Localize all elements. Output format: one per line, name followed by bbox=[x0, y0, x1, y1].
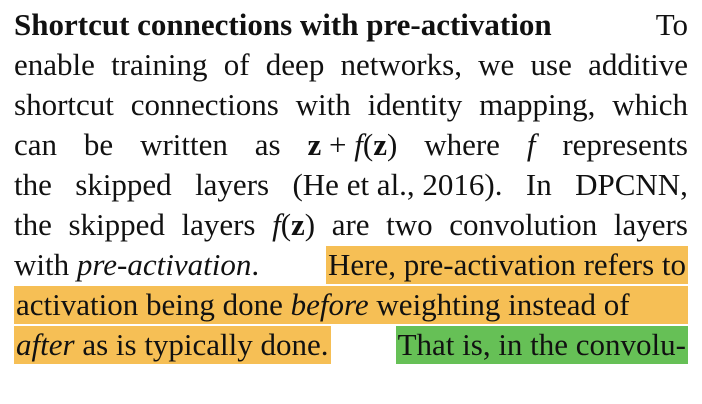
word: connections bbox=[130, 87, 279, 122]
math-expression-fz bbox=[272, 206, 315, 244]
word: skipped bbox=[75, 167, 172, 202]
math-f: f bbox=[272, 207, 281, 242]
word: layers bbox=[181, 207, 256, 242]
text-line-2 bbox=[14, 46, 688, 84]
text-line-6 bbox=[14, 206, 688, 244]
math-expression-z-plus-fz bbox=[308, 126, 398, 164]
word: are bbox=[331, 207, 370, 242]
italic-term: after bbox=[16, 327, 75, 362]
word: To bbox=[655, 7, 688, 42]
text-line-1 bbox=[14, 6, 688, 44]
citation: (He et al., 2016). bbox=[292, 167, 503, 202]
math-rparen: ) bbox=[304, 207, 316, 242]
text-line-3 bbox=[14, 86, 688, 124]
word: networks, bbox=[340, 47, 462, 82]
word: of bbox=[223, 47, 250, 82]
word: training bbox=[111, 47, 208, 82]
highlight-orange bbox=[14, 326, 331, 364]
highlight-green: That is, in the convolu- bbox=[397, 327, 686, 362]
math-f: f bbox=[526, 127, 536, 162]
word: represents bbox=[562, 127, 688, 162]
word: which bbox=[612, 87, 688, 122]
text-line-5 bbox=[14, 166, 688, 204]
word: In bbox=[525, 167, 552, 202]
text-line-7 bbox=[14, 246, 688, 284]
word: mapping, bbox=[479, 87, 596, 122]
math-f: f bbox=[354, 127, 363, 162]
word: enable bbox=[14, 47, 95, 82]
highlight-text: activation being done bbox=[16, 287, 291, 322]
word: deep bbox=[265, 47, 325, 82]
highlight-orange: Here, pre-activation refers to bbox=[327, 247, 686, 282]
highlight-text: as is typically done. bbox=[74, 327, 329, 362]
word: with bbox=[14, 247, 77, 282]
word: the bbox=[14, 167, 52, 202]
word: be bbox=[83, 127, 114, 162]
period: . bbox=[251, 247, 260, 282]
word: layers bbox=[613, 207, 688, 242]
line-7-lead bbox=[14, 246, 259, 284]
word: DPCNN, bbox=[575, 167, 688, 202]
word: additive bbox=[588, 47, 688, 82]
word: with bbox=[295, 87, 351, 122]
math-plus: + bbox=[329, 127, 347, 162]
word: layers bbox=[195, 167, 270, 202]
math-z: z bbox=[291, 207, 305, 242]
math-lparen: ( bbox=[280, 207, 292, 242]
math-z: z bbox=[373, 127, 387, 162]
italic-term: before bbox=[290, 287, 369, 322]
word: use bbox=[530, 47, 572, 82]
math-rparen: ) bbox=[386, 127, 398, 162]
word: skipped bbox=[68, 207, 165, 242]
word: where bbox=[424, 127, 500, 162]
highlight-text: weighting instead of bbox=[368, 287, 630, 322]
math-lparen: ( bbox=[362, 127, 374, 162]
text-line-9 bbox=[14, 326, 688, 364]
word: convolution bbox=[449, 207, 598, 242]
word: identity bbox=[367, 87, 463, 122]
word: can bbox=[14, 127, 58, 162]
word: we bbox=[478, 47, 515, 82]
word: written bbox=[140, 127, 228, 162]
paragraph-heading: Shortcut connections with pre-activation bbox=[14, 7, 552, 42]
word: two bbox=[386, 207, 433, 242]
word: the bbox=[14, 207, 52, 242]
math-z: z bbox=[307, 127, 322, 162]
word: as bbox=[254, 127, 281, 162]
text-line-8 bbox=[14, 286, 688, 324]
highlight-orange bbox=[14, 286, 688, 324]
italic-term: pre-activation bbox=[76, 247, 252, 282]
text-line-4 bbox=[14, 126, 688, 164]
word: shortcut bbox=[14, 87, 114, 122]
